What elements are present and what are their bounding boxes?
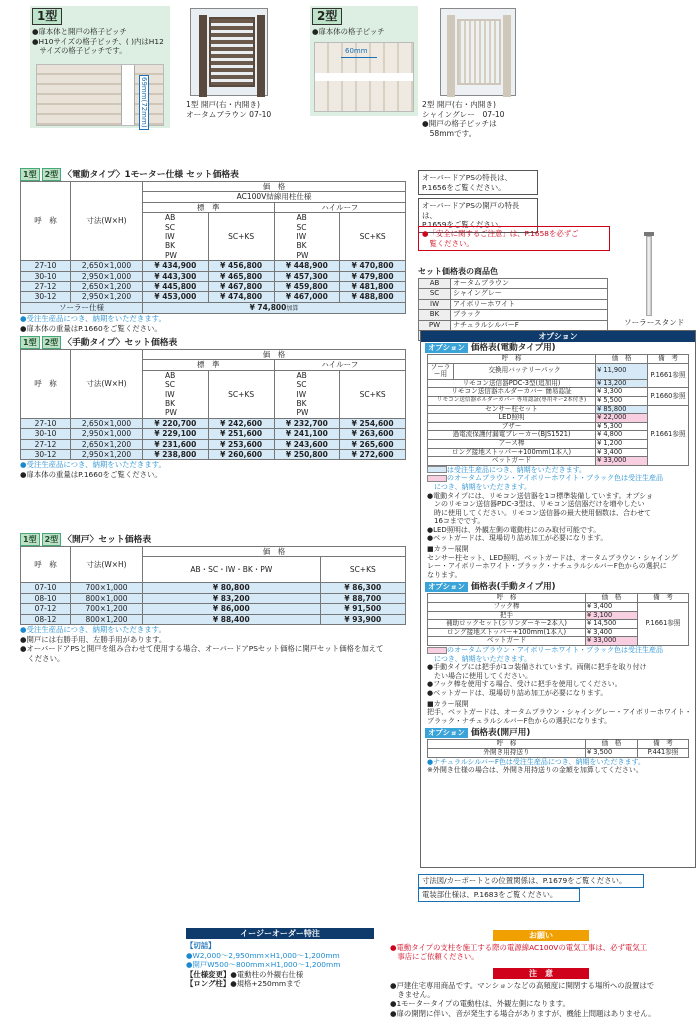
caution-panel: 注 意 ●戸建住宅専用商品です。マンションなどの高頻度に開閉する場所への設置はで きません。 ●1モータータイプの電動柱は、外観左側になります。 ●扉の開閉に伴い、音が発生する場合がありますが、機能上問題はありません。 — [390, 969, 656, 1018]
table-row: 把手 ¥ 3,100 — [428, 611, 689, 620]
tag-type2: 2型 — [42, 168, 62, 181]
table-row: ロング接地ストッパー+100mm(1本入) ¥ 3,400 — [428, 628, 689, 637]
col-price: 価 格 — [143, 182, 406, 192]
option-title-electric: 価格表(電動タイプ用) — [470, 343, 556, 353]
table-row: 08-10 800×1,000 ¥ 83,200 ¥ 88,700 — [21, 593, 406, 603]
table-row: センサー柱セット ¥ 85,800 P.1661参照 — [428, 405, 689, 414]
col-scks: SC+KS — [340, 213, 406, 261]
col-colors: AB SC IW BK PW — [274, 213, 340, 261]
col-size: 寸法(W×H) — [71, 182, 143, 261]
solar-stand-image — [636, 232, 660, 316]
table-row: LED照明 ¥ 22,000 — [428, 414, 689, 423]
col-ac100v: AC100V結線用柱仕様 — [143, 192, 406, 202]
col-standard: 標 準 — [143, 202, 275, 212]
type2-note-1: ●扉本体の格子ピッチ — [312, 27, 385, 36]
table-row: リモコン送信器PDC-3型(追加用) ¥ 13,200 — [428, 379, 689, 388]
sec1-note-1: ●受注生産品につき、納期をいただきます。 — [20, 314, 166, 324]
col-highroof: ハイルーフ — [274, 202, 406, 212]
type1-panel — [30, 6, 170, 128]
table-row: 27-10 2,650×1,000 ¥ 220,700 ¥ 242,600 ¥ 232,700 ¥ 254,600 — [21, 418, 406, 428]
type2-caption-1: 2型 開戸(右・内開き) — [422, 100, 496, 109]
sec3-note-4: ください。 — [20, 653, 65, 663]
table-row: フック棒 ¥ 3,400 P.1661参照 — [428, 603, 689, 612]
options-header: オプション — [421, 331, 695, 342]
tag-type2: 2型 — [42, 336, 62, 349]
type1-note-1: ●扉本体と開戸の格子ピッチ — [32, 27, 127, 36]
table-row: 外開き用持送り ¥ 3,500 P.441参照 — [428, 748, 689, 757]
option-title-door: 価格表(開戸用) — [470, 728, 531, 739]
type2-panel — [310, 6, 418, 116]
manual-price-section — [20, 336, 406, 479]
table-row: 07-12 700×1,200 ¥ 86,000 ¥ 91,500 — [21, 604, 406, 614]
table-row: SC シャイングレー — [419, 289, 608, 299]
table-row: リモコン送信器ホルダーカバー 簡易認証 ¥ 3,300 P.1660参照 — [428, 388, 689, 397]
table-row: 過電流保護付漏電ブレーカー(BJS1521) ¥ 4,800 — [428, 431, 689, 440]
type2-caption-3: ●開戸の格子ピッチは — [422, 119, 497, 128]
safety-notice: ●「安全に関するご注意」は、P.1658を必ずご 覧ください。 — [418, 226, 610, 251]
request-header: お願い — [493, 930, 589, 941]
table-row: IW アイボリーホワイト — [419, 299, 608, 309]
solar-row: ソーラー仕様 ¥ 74,800加算 — [21, 302, 406, 313]
table-row: AB オータムブラウン — [419, 279, 608, 289]
option-table-electric: 呼 称 価 格 備 考 ソーラー用 交換用バッテリーパック ¥ 11,900 P.1661参照 リモコン送信器PDC-3型(追加用) ¥ 13,200 リモコン送信器ホルダーカバー 簡易認証 ¥ 3,300 P.1660参照 リモコン送信器ホルダーカバー 専用認証(専用キー2本付き) ¥ 5,500 センサー柱セット ¥ 85,800 P.1661参照 LED照明 ¥ 22,000 ブザー ¥ 5,300 過電流保護付漏電ブレーカー(BJS1521) ¥ 4,800 アース棒 ¥ 1,200 ロング接地ストッパー+100mm(1本入) ¥ 3,400 ベットガード ¥ 33,000 — [427, 354, 689, 466]
tag-type1: 1型 — [20, 336, 40, 349]
col-colors: AB SC IW BK PW — [143, 213, 209, 261]
feature-ref-box: オーバードアPSの特長は、 P.1656をご覧ください。 — [418, 170, 538, 195]
table-row: 30-12 2,950×1,200 ¥ 453,000 ¥ 474,800 ¥ 467,000 ¥ 488,800 — [21, 292, 406, 302]
option-table-door: 呼 称 価 格 備 考 外開き用持送り ¥ 3,500 P.441参照 — [427, 739, 689, 757]
sec2-note-2: ●扉本体の重量はP.1660をご覧ください。 — [20, 469, 162, 479]
type2-caption-4: 58mmです。 — [422, 128, 477, 138]
option-title-manual: 価格表(手動タイプ用) — [470, 582, 556, 593]
table-row: ブザー ¥ 5,300 — [428, 422, 689, 431]
opt-note-blue: は受注生産品につき、納期をいただきます。 — [447, 465, 587, 474]
opt-note-pink: のオータムブラウン・アイボリーホワイト・ブラック色は受注生産品 — [447, 474, 664, 483]
tag-type1: 1型 — [20, 168, 40, 181]
type1-gate-photo — [190, 8, 268, 96]
type1-note-3: サイズの格子ピッチです。 — [32, 46, 127, 55]
easy-order-header: イージーオーダー特注 — [186, 928, 374, 939]
electric-price-section — [20, 168, 406, 333]
table-row: 08-12 800×1,200 ¥ 88,400 ¥ 93,900 — [21, 614, 406, 624]
table-row: 27-10 2,650×1,000 ¥ 434,900 ¥ 456,800 ¥ 448,900 ¥ 470,800 — [21, 261, 406, 271]
options-panel: オプション オプション 価格表(電動タイプ用) 呼 称 価 格 備 考 ソーラー用 交換用バッテリーパック ¥ 11,900 P.1661参照 リモコン送信器PDC-3型(追加用) ¥ 13,200 リモコン送信器ホルダーカバー 簡易認証 ¥ 3,300 P.1660参照 リモコン送信器ホルダーカバー 専用認証(専用キー2本付き) ¥ 5,500 センサー柱セット ¥ 85,800 P.1661参照 LED照明 ¥ 22,000 ブザー ¥ 5,300 過電流保護付漏電ブレーカー(BJS1521) ¥ 4,800 アース棒 ¥ 1,200 ロング接地ストッパー+100mm(1本入) ¥ 3,400 ベットガード ¥ 33,000 は受注生産品につき、納期をいただきます。 のオータムブラウン・アイボリーホワイト・ブラック色は受注生産品 につき、納期をいただきます。 ●電動タイプには、リモコン送信器を1コ標準装備しています。オプショ ンのリモコン送信器PDC-3型は、リモコン送信器だけを増やしたい 時に使用してください。リモコン送信器の最大使用個数は、合わせて 16コまでです。 ●LED照明は、外観左側の電動柱にのみ取付可能です。 ●ベットガードは、現場切り詰め加工が必要になります。 ■カラー展開 センサー柱セット、LED照明、ベットガードは、オータムブラウン・シャイング レー・アイボリーホワイト・ブラック・ナチュラルシルバーF色からの選択に なります。 オプション 価格表(手動タイプ用) 呼 称 価 格 備 考 フック棒 ¥ 3,400 P.1661参照 把手 ¥ 3,100 補助ロックセット(シリンダーキー2本入) ¥ 14,500 ロング接地ストッパー+100mm(1本入) ¥ 3,400 ベットガード ¥ 33,000 のオータムブラウン・アイボリーホワイト・ブラック色は受注生産品 につき、納期をいただきます。 ●手動タイプには把手が1コ装備されています。両側に把手を取り付け たい場合に使用してください。 ●フック棒を使用する場合、受けに把手を使用してください。 ●ベットガードは、現場切り詰め加工が必要になります。 ■カラー展開 把手、ベットガードは、オータムブラウン・シャイングレー・アイボリーホワイト・ ブラック・ナチュラルシルバーF色からの選択になります。 オプション 価格表(開戸用) 呼 称 価 格 備 考 外開き用持送り ¥ 3,500 P.441参照 ●ナチュラルシルバーF色は受注生産品につき、納期をいただきます。 ※外開き仕様の場合は、外開き用持送りの金額を加算してください。 — [420, 330, 696, 868]
option-table-manual: 呼 称 価 格 備 考 フック棒 ¥ 3,400 P.1661参照 把手 ¥ 3,100 補助ロックセット(シリンダーキー2本入) ¥ 14,500 ロング接地ストッパー+100mm(1本入) ¥ 3,400 ベットガード ¥ 33,000 — [427, 593, 689, 646]
tag-type1: 1型 — [20, 533, 40, 546]
type1-caption-2: オータムブラウン 07-10 — [186, 109, 272, 119]
table-row: リモコン送信器ホルダーカバー 専用認証(専用キー2本付き) ¥ 5,500 — [428, 396, 689, 405]
dimension-ref: 寸法図/カーポートとの位置関係は、P.1679をご覧ください。 — [418, 874, 644, 888]
manual-price-table: 呼 称 寸法(W×H) 価 格 標 準 ハイルーフ AB SC IW BK PW SC+KS AB SC IW BK PW SC+KS 27-10 2,650×1,000 ¥ 220,700 ¥ 242,600 ¥ 232,700 ¥ 254,600 30-10 2,950×1,000 ¥ 229,100 ¥ 251,600 ¥ 241,100 ¥ 263,600 27-12 2,650×1,200 ¥ 231,600 ¥ 253,600 ¥ 243,600 ¥ 265,600 30-12 2,950×1,200 ¥ 238,800 ¥ 260,600 ¥ 250,800 ¥ 272,600 — [20, 349, 406, 460]
option-tag: オプション — [425, 343, 468, 353]
electric-spec-ref: 電装部仕様は、P.1683をご覧ください。 — [418, 888, 580, 902]
col-scks: SC+KS — [208, 213, 274, 261]
solar-stand-label: ソーラースタンド — [624, 318, 685, 327]
type1-dim-label: 69mm(72mm) — [140, 77, 148, 128]
section-title: 〈手動タイプ〉セット価格表 — [63, 337, 178, 348]
table-row: 07-10 700×1,000 ¥ 80,800 ¥ 86,300 — [21, 583, 406, 593]
door-price-table: 呼 称 寸法(W×H) 価 格 AB・SC・IW・BK・PW SC+KS 07-10 700×1,000 ¥ 80,800 ¥ 86,300 08-10 800×1,000 ¥ 83,200 ¥ 88,700 07-12 700×1,200 ¥ 86,000 ¥ 91,500 08-12 800×1,200 ¥ 88,400 ¥ 93,900 — [20, 546, 406, 625]
type2-lattice-image — [314, 42, 414, 112]
electric-price-table — [20, 181, 406, 314]
type1-lattice-image — [36, 64, 164, 126]
color-table-title: セット価格表の商品色 — [418, 267, 498, 276]
type2-label: 2型 — [312, 8, 342, 25]
caution-header: 注 意 — [493, 968, 589, 979]
type2-gate-photo — [440, 8, 516, 96]
sec3-note-1: ●受注生産品につき、納期をいただきます。 — [20, 625, 166, 635]
table-row: 27-12 2,650×1,200 ¥ 231,600 ¥ 253,600 ¥ 243,600 ¥ 265,600 — [21, 439, 406, 449]
sec3-note-3: ●オーバードアPSと開戸を組み合わせて使用する場合、オーバードアPSセット価格に開戸セット価格を加えて — [20, 644, 384, 654]
type2-dim-label: 60mm — [345, 47, 368, 55]
table-row: 補助ロックセット(シリンダーキー2本入) ¥ 14,500 — [428, 620, 689, 629]
col-name: 呼 称 — [21, 182, 71, 261]
sec3-note-2: ●開戸には右勝手用、左勝手用があります。 — [20, 634, 167, 644]
type2-caption-2: シャイングレー 07-10 — [422, 109, 505, 119]
table-row: ロング接地ストッパー+100mm(1本入) ¥ 3,400 — [428, 448, 689, 457]
door-price-section — [20, 533, 406, 663]
request-panel: お願い ●電動タイプの支柱を施工する際の電源線AC100Vの電気工事は、必ず電気工 事店にご依頼ください。 — [390, 931, 648, 962]
type1-caption-1: 1型 開戸(右・内開き) — [186, 100, 260, 109]
sec2-note-1: ●受注生産品につき、納期をいただきます。 — [20, 460, 166, 470]
section-title: 〈開戸〉セット価格表 — [63, 534, 152, 545]
sec1-note-2: ●扉本体の重量はP.1660をご覧ください。 — [20, 323, 162, 333]
tag-type2: 2型 — [42, 533, 62, 546]
table-row: 30-10 2,950×1,000 ¥ 443,300 ¥ 465,800 ¥ 457,300 ¥ 479,800 — [21, 271, 406, 281]
table-row: 27-12 2,650×1,200 ¥ 445,800 ¥ 467,800 ¥ 459,800 ¥ 481,800 — [21, 282, 406, 292]
table-row: アース棒 ¥ 1,200 — [428, 439, 689, 448]
section-title: 〈電動タイプ〉1モーター仕様 セット価格表 — [63, 169, 239, 180]
table-row: ベットガード ¥ 33,000 — [428, 637, 689, 646]
table-row: PW ナチュラルシルバーF — [419, 320, 608, 330]
table-row: ソーラー用 交換用バッテリーパック ¥ 11,900 P.1661参照 — [428, 363, 689, 379]
easy-order-panel: イージーオーダー特注 【切詰】 ●W2,000～2,950mm×H1,000～1,200mm ●開戸W500～800mm×H1,000～1,200mm 【仕様変更】●電動柱の外観右仕様 【ロング柱】●規格+250mmまで — [186, 928, 374, 989]
door-feature-ref-box: オーバードアPSの開戸の特長は、 P.1659をご覧ください。 — [418, 198, 538, 233]
table-row: 30-12 2,950×1,200 ¥ 238,800 ¥ 260,600 ¥ 250,800 ¥ 272,600 — [21, 450, 406, 460]
table-row: 30-10 2,950×1,000 ¥ 229,100 ¥ 251,600 ¥ 241,100 ¥ 263,600 — [21, 429, 406, 439]
table-row: ベットガード ¥ 33,000 — [428, 457, 689, 466]
type1-note-2: ●H10サイズの格子ピッチ、( )内はH12 — [32, 36, 164, 46]
table-row: BK ブラック — [419, 310, 608, 320]
type1-label: 1型 — [32, 8, 62, 25]
